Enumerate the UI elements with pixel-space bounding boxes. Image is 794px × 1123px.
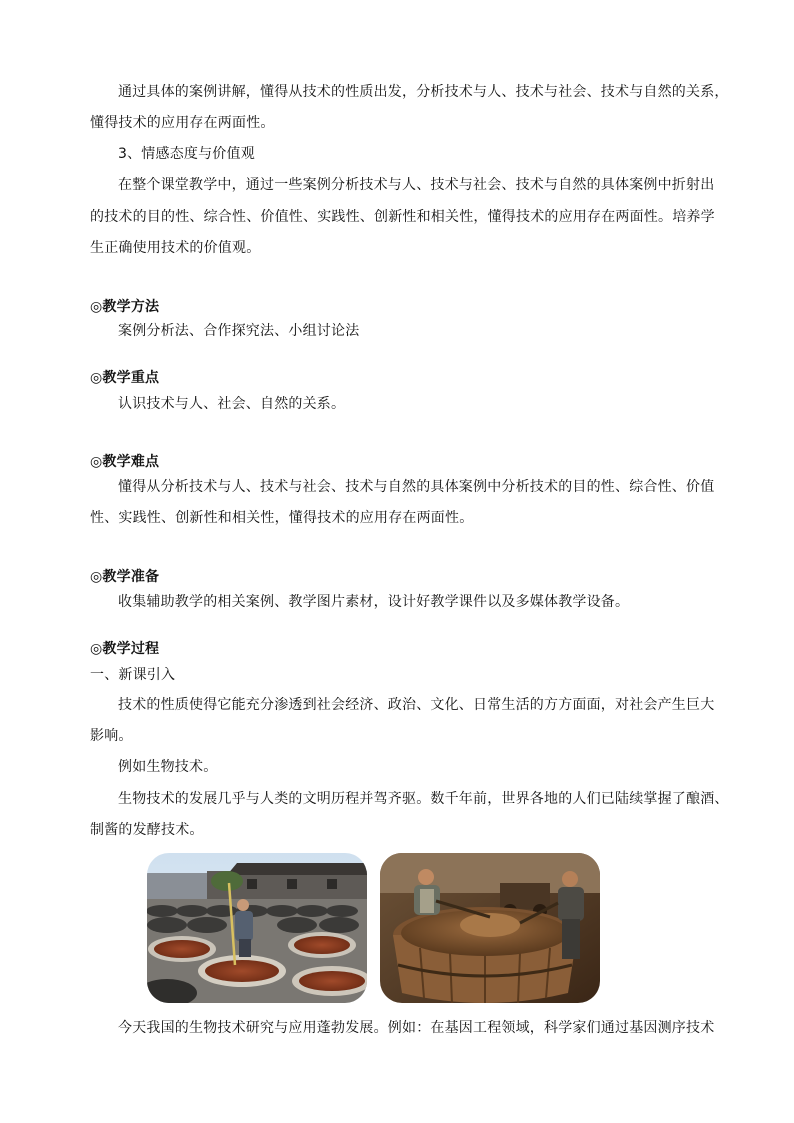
paragraph-line: 制酱的发酵技术。 (90, 822, 204, 838)
paragraph-line: 通过具体的案例讲解，懂得从技术的性质出发，分析技术与人、技术与社会、技术与自然的关系， (118, 84, 729, 100)
section-heading-process: ◎教学过程 (90, 641, 160, 657)
paragraph-line: 在整个课堂教学中，通过一些案例分析技术与人、技术与社会、技术与自然的具体案例中折射出 (118, 177, 715, 193)
section-heading-preparation: ◎教学准备 (90, 569, 160, 585)
section-heading-focus: ◎教学重点 (90, 370, 160, 386)
fermentation-vats-photo (147, 853, 367, 1003)
subsection-title: 一、新课引入 (90, 667, 176, 683)
paragraph-line: 例如生物技术。 (118, 759, 218, 775)
paragraph-line: 案例分析法、合作探究法、小组讨论法 (118, 323, 360, 339)
paragraph-line: 今天我国的生物技术研究与应用蓬勃发展。例如：在基因工程领域，科学家们通过基因测序技术 (118, 1020, 715, 1036)
paragraph-line: 性、实践性、创新性和相关性，懂得技术的应用存在两面性。 (90, 510, 474, 526)
section-heading-method: ◎教学方法 (90, 299, 160, 315)
paragraph-line: 收集辅助教学的相关案例、教学图片素材，设计好教学课件以及多媒体教学设备。 (118, 594, 630, 610)
fermentation-workers-photo (380, 853, 600, 1003)
paragraph-line: 懂得技术的应用存在两面性。 (90, 115, 275, 131)
paragraph-line: 生物技术的发展几乎与人类的文明历程并驾齐驱。数千年前，世界各地的人们已陆续掌握了酿酒、 (118, 791, 729, 807)
subsection-title: 3、情感态度与价值观 (118, 146, 255, 162)
paragraph-line: 的技术的目的性、综合性、价值性、实践性、创新性和相关性，懂得技术的应用存在两面性。培养学 (90, 209, 715, 225)
section-heading-difficulty: ◎教学难点 (90, 454, 160, 470)
paragraph-line: 认识技术与人、社会、自然的关系。 (118, 396, 346, 412)
paragraph-line: 影响。 (90, 728, 133, 744)
paragraph-line: 懂得从分析技术与人、技术与社会、技术与自然的具体案例中分析技术的目的性、综合性、价值 (118, 479, 715, 495)
paragraph-line: 生正确使用技术的价值观。 (90, 240, 261, 256)
paragraph-line: 技术的性质使得它能充分渗透到社会经济、政治、文化、日常生活的方方面面，对社会产生巨大 (118, 697, 715, 713)
